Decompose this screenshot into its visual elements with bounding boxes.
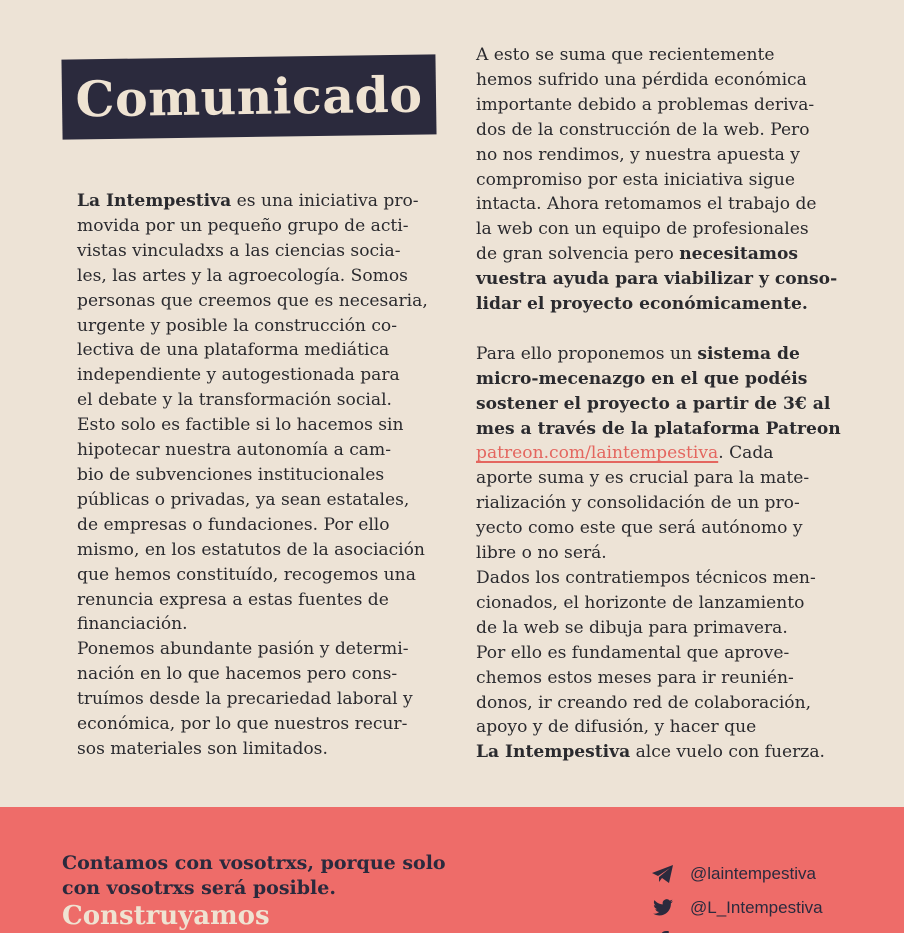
text-line: sos materiales son limitados. [77,738,328,759]
text-line: Por ello es fundamental que aprove- [476,642,790,663]
text-line: públicas o privadas, ya sean estatales, [77,489,410,510]
text-line: rialización y consolidación de un pro- [476,493,800,514]
footer-slogan: Construyamos [62,901,270,931]
text-line: compromiso por esta iniciativa sigue [476,169,795,190]
telegram-icon [650,862,676,886]
page-title: Comunicado [75,65,423,129]
telegram-link[interactable] [650,857,823,891]
text-line: económica, por lo que nuestros recur- [77,714,408,735]
text-line: independiente y autogestionada para [77,365,400,386]
text-line: donos, ir creando red de colaboración, [476,692,812,713]
text-line: aporte suma y es crucial para la mate- [476,468,810,489]
text-line: cionados, el horizonte de lanzamiento [476,592,805,613]
text-line: bio de subvenciones institucionales [77,464,385,485]
text-line: de empresas o fundaciones. Por ello [77,514,390,535]
footer-message [62,851,446,901]
intro-paragraph [77,189,428,762]
text-line: hipotecar nuestra autonomía a cam- [77,440,391,461]
text-line: mismo, en los estatutos de la asociación [77,539,425,560]
text-line: urgente y posible la construcción co- [77,315,397,336]
funding-paragraph [476,43,841,317]
text-line: personas que creemos que es necesaria, [77,290,428,311]
facebook-link[interactable] [650,925,823,933]
footer-line: con vosotrxs será posible. [62,877,336,899]
text-line: importante debido a problemas deriva- [476,94,815,115]
text-line: libre o no será. [476,543,607,564]
text-line: Ponemos abundante pasión y determi- [77,639,409,660]
twitter-link[interactable] [650,891,823,925]
text-line: de la web se dibuja para primavera. [476,617,788,638]
text-line: les, las artes y la agroecología. Somos [77,265,408,286]
text-line: micro-mecenazgo en el que podéis [476,368,808,389]
telegram-handle: @laintempestiva [690,864,816,883]
text-line: Dados los contratiempos técnicos men- [476,568,816,589]
text-line: chemos estos meses para ir reunién- [476,667,794,688]
text-line: la web con un equipo de profesionales [476,219,809,240]
text-line: intacta. Ahora retomamos el trabajo de [476,194,817,215]
footer-band [0,807,904,933]
patreon-paragraph [476,342,841,765]
text-line: de gran solvencia pero necesitamos [476,244,798,265]
patreon-link[interactable]: patreon.com/laintempestiva [476,443,719,464]
footer-line: Contamos con vosotrxs, porque solo [62,852,446,874]
text-line: A esto se suma que recientemente [476,45,775,65]
text-line: patreon.com/laintempestiva. Cada [476,443,774,464]
text-line: Esto solo es factible si lo hacemos sin [77,415,404,436]
twitter-handle: @L_Intempestiva [690,898,823,917]
text-line: financiación. [77,614,188,635]
text-line: nación en lo que hacemos pero cons- [77,664,398,685]
text-line: La Intempestiva alce vuelo con fuerza. [476,742,825,763]
text-line: yecto como este que será autónomo y [476,518,803,539]
text-line: no nos rendimos, y nuestra apuesta y [476,144,800,165]
text-line: hemos sufrido una pérdida económica [476,69,807,90]
text-line: el debate y la transformación social. [77,390,392,411]
right-column [476,43,841,765]
text-line: Para ello proponemos un sistema de [476,343,800,364]
twitter-icon [650,896,676,920]
text-line: vistas vinculadxs a las ciencias socia- [77,240,401,261]
text-line: sostener el proyecto a partir de 3€ al [476,393,831,414]
text-line: apoyo y de difusión, y hacer que [476,717,757,738]
text-line: lectiva de una plataforma mediática [77,340,390,361]
left-column [77,189,428,762]
social-links [650,857,823,933]
text-line: movida por un pequeño grupo de acti- [77,215,409,236]
text-line: truímos desde la precariedad laboral y [77,689,413,710]
text-line: La Intempestiva es una iniciativa pro- [77,191,419,211]
text-line: renuncia expresa a estas fuentes de [77,589,389,610]
text-line: mes a través de la plataforma Patreon [476,418,841,439]
text-line: vuestra ayuda para viabilizar y conso- [476,269,838,290]
text-line: dos de la construcción de la web. Pero [476,119,810,140]
text-line: lidar el proyecto económicamente. [476,294,808,315]
text-line: que hemos constituído, recogemos una [77,564,416,585]
title-banner [61,54,436,139]
